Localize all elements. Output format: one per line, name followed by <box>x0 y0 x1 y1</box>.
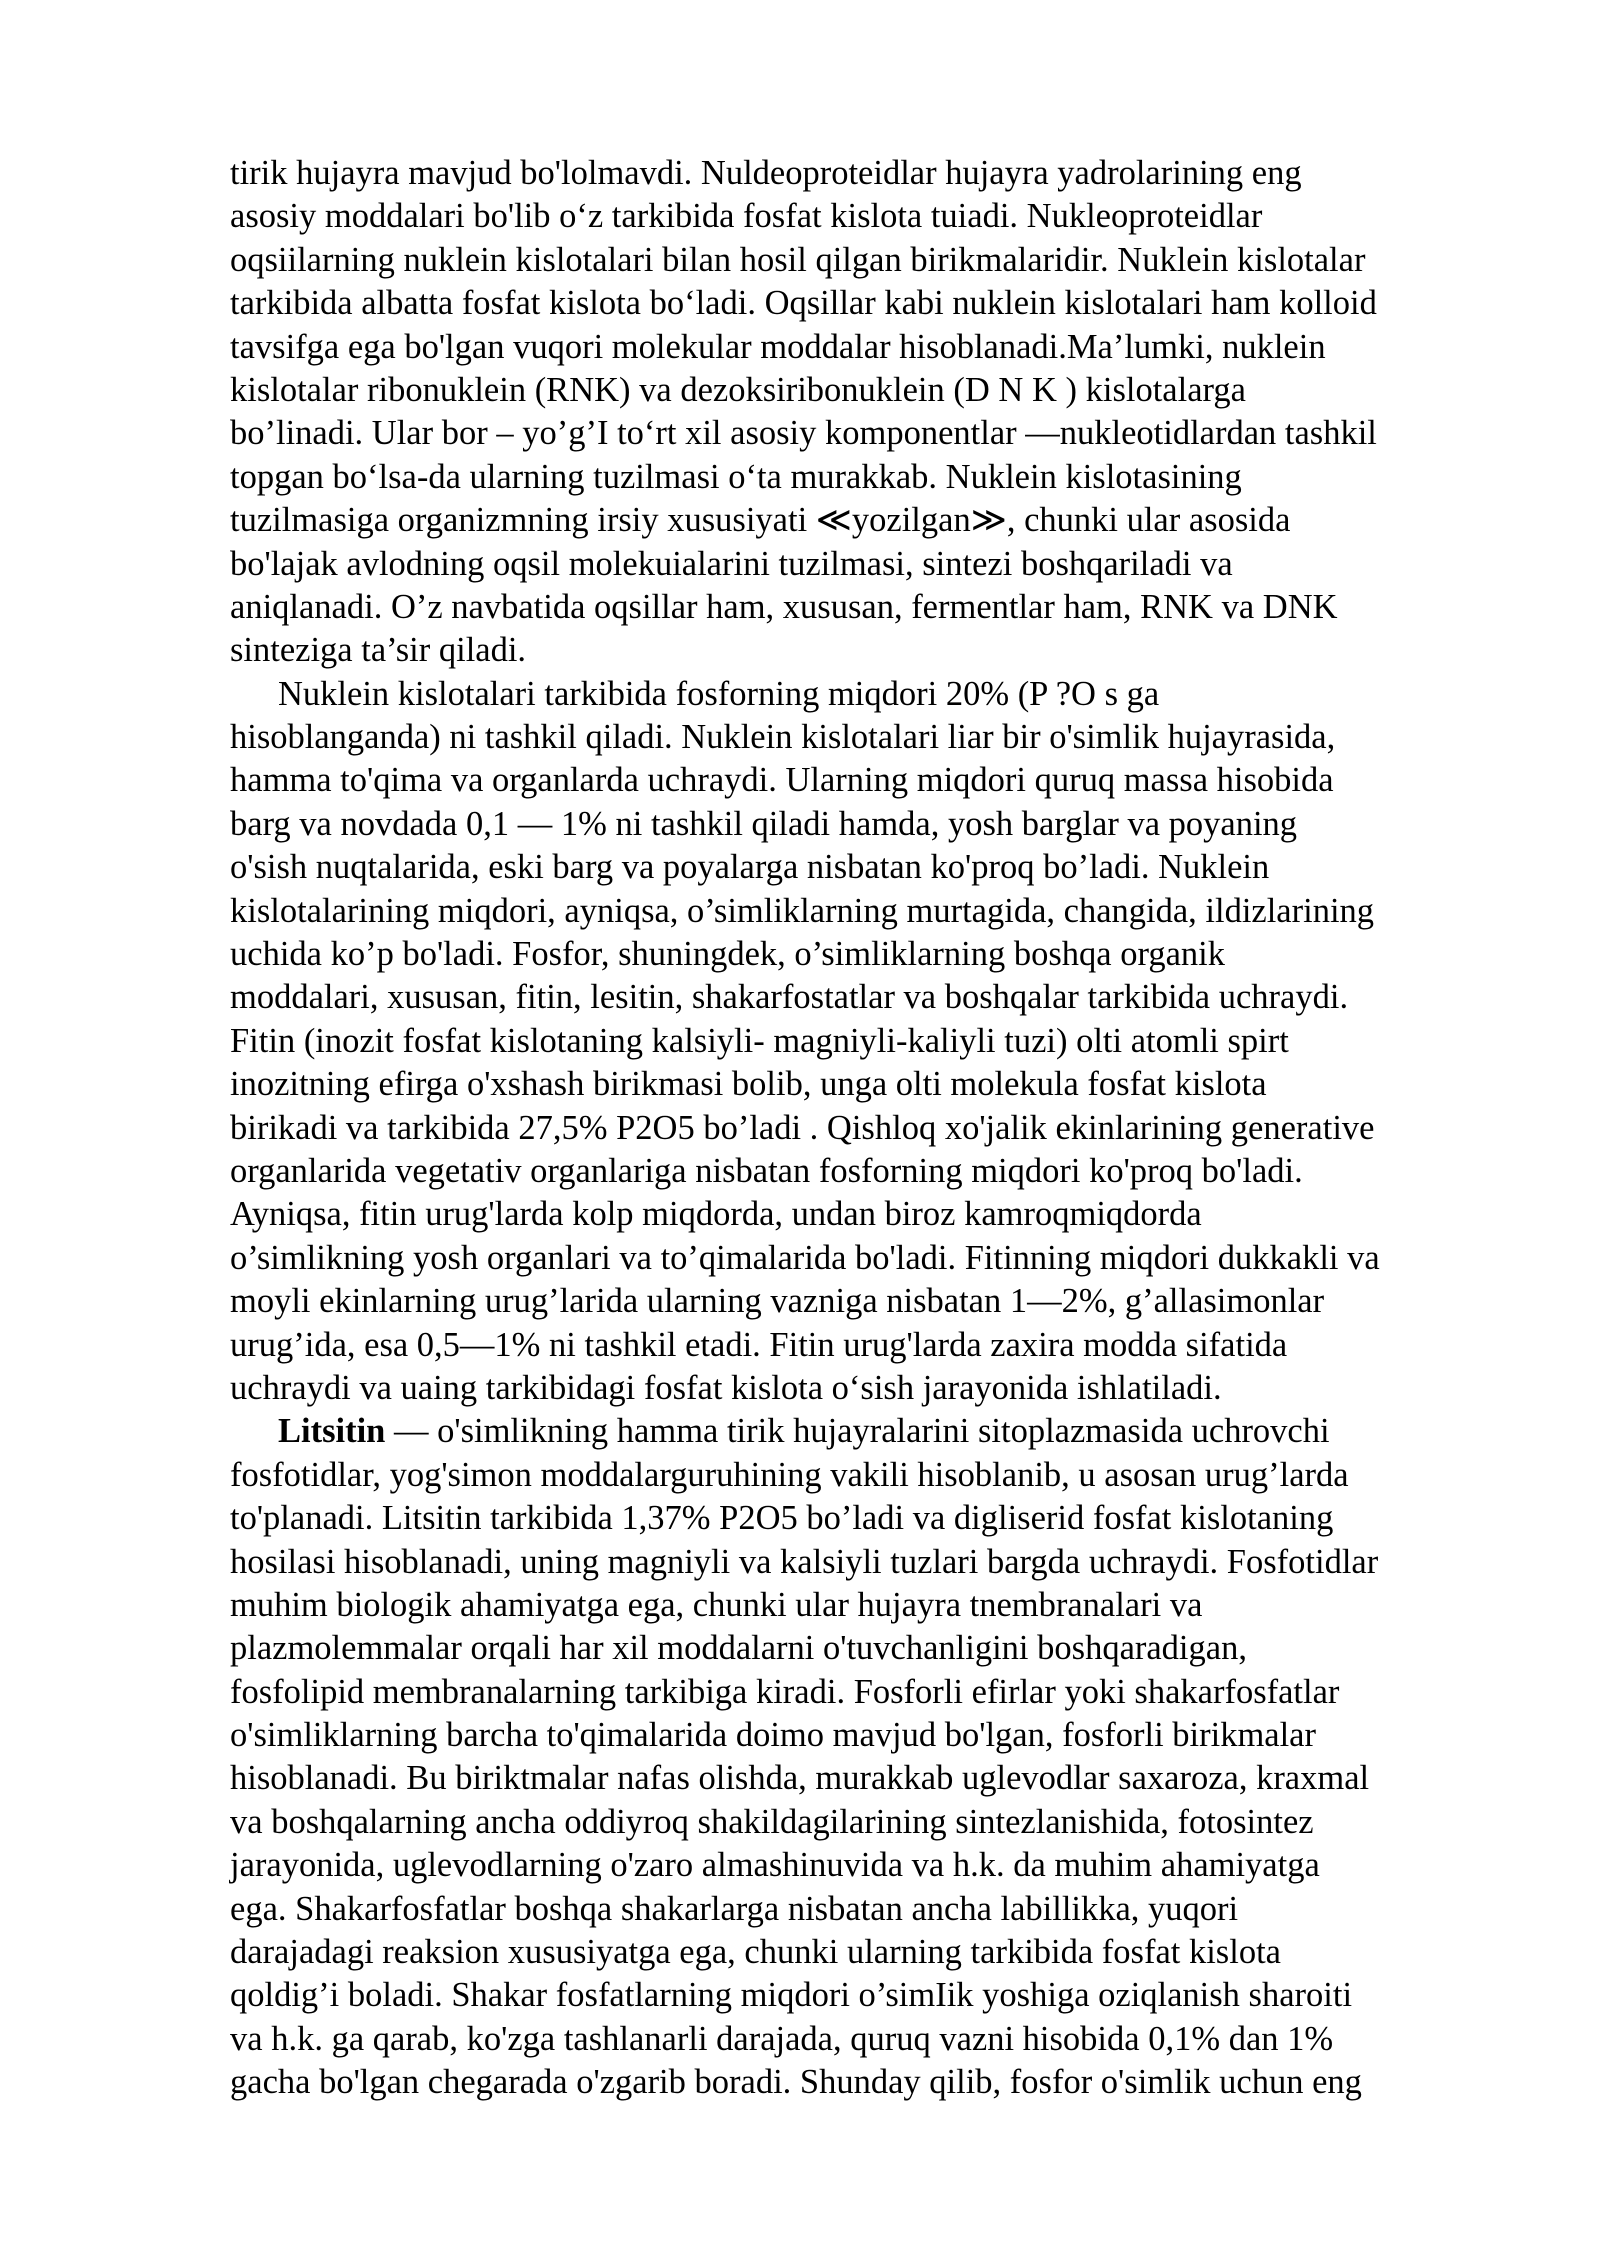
text-line: moddalari, xususan, fitin, lesitin, shakarfostatlar va boshqalar tarkibida uchraydi. <box>230 978 1349 1017</box>
text-line: hisoblanadi. Bu biriktmalar nafas olishda, murakkab uglevodlar saxaroza, kraxmal <box>230 1759 1370 1798</box>
text-line: birikadi va tarkibida 27,5% P2O5 bo’ladi . Qishloq xo'jalik ekinlarining generative <box>230 1108 1375 1147</box>
text-line: jarayonida, uglevodlarning o'zaro almashinuvida va h.k. da muhim ahamiyatga <box>230 1846 1320 1885</box>
text-line: to'planadi. Litsitin tarkibida 1,37% P2O5 bo’ladi va digliserid fosfat kislotaning <box>230 1499 1334 1538</box>
text-line: hamma to'qima va organlarda uchraydi. Ularning miqdori quruq massa hisobida <box>230 761 1334 800</box>
text-line: asosiy moddalari bo'lib o‘z tarkibida fosfat kislota tuiadi. Nukleoproteidlar <box>230 197 1263 236</box>
text-line: Ayniqsa, fitin urug'larda kolp miqdorda, undan biroz kamroqmiqdorda <box>230 1195 1202 1234</box>
text-line: o'sish nuqtalarida, eski barg va poyalarga nisbatan ko'proq bo’ladi. Nuklein <box>230 848 1270 887</box>
text-line: o'simliklarning barcha to'qimalarida doimo mavjud bo'lgan, fosforli birikmalar <box>230 1716 1316 1755</box>
text-line: tarkibida albatta fosfat kislota bo‘ladi. Oqsillar kabi nuklein kislotalari ham kolloid <box>230 284 1377 323</box>
text-line: darajadagi reaksion xususiyatga ega, chunki ularning tarkibida fosfat kislota <box>230 1933 1281 1972</box>
text-line: muhim biologik ahamiyatga ega, chunki ular hujayra tnembranalari va <box>230 1585 1203 1624</box>
text-line: moyli ekinlarning urug’larida ularning vazniga nisbatan 1—2%, g’allasimonlar <box>230 1282 1325 1321</box>
text-line: fosfotidlar, yog'simon moddalarguruhining vakili hisoblanib, u asosan urug’larda <box>230 1455 1349 1494</box>
text-line: sinteziga ta’sir qiladi. <box>230 631 527 670</box>
text-line: barg va novdada 0,1 — 1% ni tashkil qiladi hamda, yosh barglar va poyaning <box>230 804 1298 843</box>
text-line: Fitin (inozit fosfat kislotaning kalsiyli- magniyli-kaliyli tuzi) olti atomli spirt <box>230 1021 1289 1060</box>
text-line: hosilasi hisoblanadi, uning magniyli va kalsiyli tuzlari bargda uchraydi. Fosfotidlar <box>230 1542 1379 1581</box>
text-line: kislotalarining miqdori, ayniqsa, o’simliklarning murtagida, changida, ildizlarining <box>230 891 1375 930</box>
text-line: qoldig’i boladi. Shakar fosfatlarning miqdori o’simIik yoshiga oziqlanish sharoiti <box>230 1976 1353 2015</box>
text-line: Nuklein kislotalari tarkibida fosforning miqdori 20% (P ?O s ga <box>278 674 1160 713</box>
term-heading: Litsitin <box>278 1412 386 1451</box>
text-line: inozitning efirga o'xshash birikmasi bolib, unga olti molekula fosfat kislota <box>230 1065 1267 1104</box>
text-line: organlarida vegetativ organlariga nisbatan fosforning miqdori ko'proq bo'ladi. <box>230 1151 1303 1190</box>
text-line <box>230 1410 1510 1453</box>
text-line: va h.k. ga qarab, ko'zga tashlanarli darajada, quruq vazni hisobida 0,1% dan 1% <box>230 2019 1334 2058</box>
text-line: ega. Shakarfosfatlar boshqa shakarlarga nisbatan ancha labillikka, yuqori <box>230 1889 1239 1928</box>
text-line: urug’ida, esa 0,5—1% ni tashkil etadi. Fitin urug'larda zaxira modda sifatida <box>230 1325 1288 1364</box>
term-definition-start: — o'simlikning hamma tirik hujayralarini sitoplazmasida uchrovchi <box>385 1412 1330 1451</box>
text-line: oqsiilarning nuklein kislotalari bilan hosil qilgan birikmalaridir. Nuklein kislotalar <box>230 240 1366 279</box>
text-line: tavsifga ega bo'lgan vuqori molekular moddalar hisoblanadi.Ma’lumki, nuklein <box>230 327 1326 366</box>
text-line: bo'lajak avlodning oqsil molekuialarini tuzilmasi, sintezi boshqariladi va <box>230 544 1233 583</box>
text-line: bo’linadi. Ular bor – yo’g’I to‘rt xil asosiy komponentlar —nukleotidlardan tashkil <box>230 414 1377 453</box>
text-line: o’simlikning yosh organlari va to’qimalarida bo'ladi. Fitinning miqdori dukkakli va <box>230 1238 1380 1277</box>
paragraph-3 <box>230 1410 1510 2104</box>
text-line: aniqlanadi. O’z navbatida oqsillar ham, xususan, fermentlar ham, RNK va DNK <box>230 587 1338 626</box>
text-line: tirik hujayra mavjud bo'lolmavdi. Nuldeoproteidlar hujayra yadrolarining eng <box>230 154 1302 192</box>
text-line: topgan bo‘lsa-da ularning tuzilmasi o‘ta murakkab. Nuklein kislotasining <box>230 457 1242 496</box>
text-line: va boshqalarning ancha oddiyroq shakildagilarining sintezlanishida, fotosintez <box>230 1802 1314 1841</box>
text-line: fosfolipid membranalarning tarkibiga kiradi. Fosforli efirlar yoki shakarfosfatlar <box>230 1672 1340 1711</box>
text-line: uchida ko’p bo'ladi. Fosfor, shuningdek, o’simliklarning boshqa organik <box>230 935 1226 974</box>
text-line: tuzilmasiga organizmning irsiy xususiyati ≪yozilgan≫, chunki ular asosida <box>230 501 1291 540</box>
text-line: uchraydi va uaing tarkibidagi fosfat kislota o‘sish jarayonida ishlatiladi. <box>230 1368 1222 1407</box>
text-line: plazmolemmalar orqali har xil moddalarni o'tuvchanligini boshqaradigan, <box>230 1629 1247 1668</box>
text-line: kislotalar ribonuklein (RNK) va dezoksiribonuklein (D N K ) kislotalarga <box>230 370 1246 409</box>
text-line: gacha bo'lgan chegarada o'zgarib boradi. Shunday qilib, fosfor o'simlik uchun eng <box>230 2063 1362 2102</box>
paragraph-2 <box>230 673 1510 1411</box>
text-line: hisoblanganda) ni tashkil qiladi. Nuklein kislotalari liar bir o'simlik hujayrasida, <box>230 718 1336 757</box>
document-page <box>230 152 1510 2105</box>
paragraph-1 <box>230 152 1510 673</box>
